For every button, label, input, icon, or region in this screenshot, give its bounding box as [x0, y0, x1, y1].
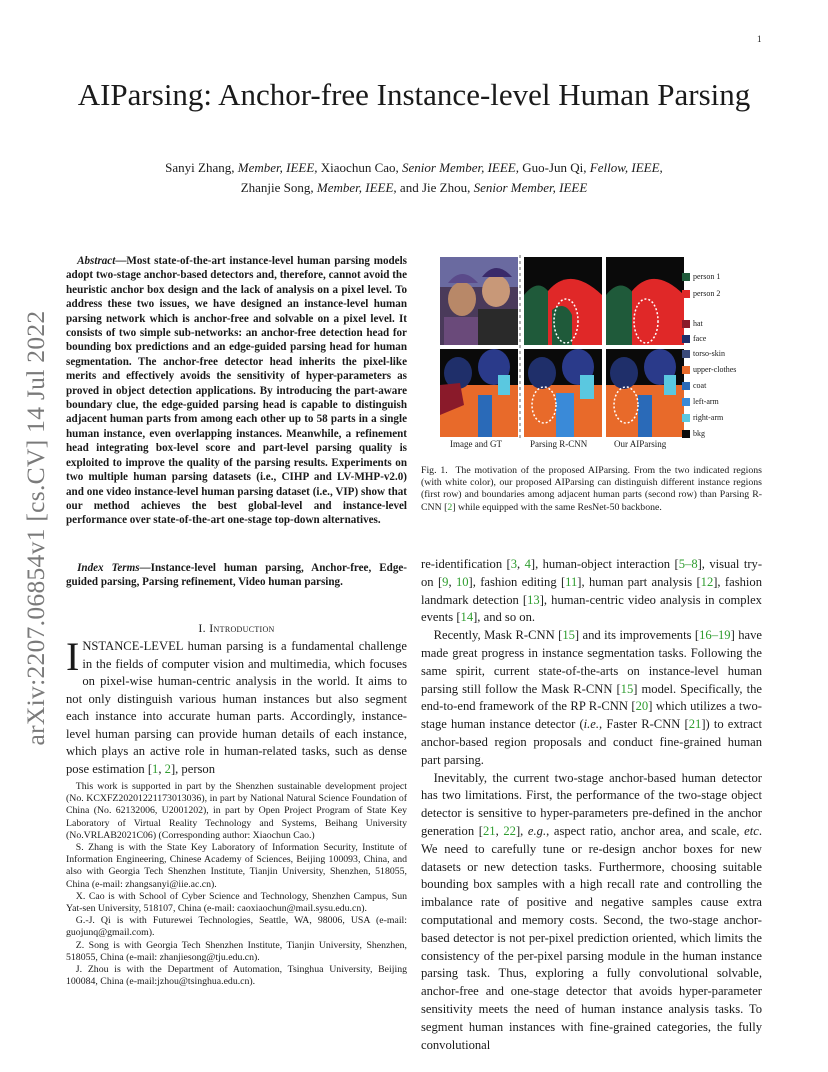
legend-item: face	[682, 334, 706, 343]
citation-link[interactable]: 3	[510, 557, 518, 571]
citation-link[interactable]: 22	[503, 823, 516, 838]
photo-panel	[440, 257, 518, 345]
intro-first-word: NSTANCE-LEVEL	[82, 639, 183, 653]
legend-item: bkg	[682, 429, 705, 438]
intro-text: human parsing is a fundamental challenge in the fields of computer vision and multimedia, which focuses on pixel-wise human-centric analysis in the world. It aims to not only distinguish various human instances but also segment each instance into accurate human parts. Accordingly, instance-level human parsing can provide human details of each instance, which plays an active role in human-related tasks, such as dense pose estimation [	[66, 639, 407, 776]
citation-link[interactable]: 10	[455, 574, 469, 589]
citation-link[interactable]: 5–8	[678, 557, 698, 571]
citation-link[interactable]: 20	[635, 699, 649, 714]
author-3: Guo-Jun Qi, Fellow, IEEE,	[522, 160, 663, 175]
figure-col-label: Our AIParsing	[614, 439, 667, 449]
footnote-affiliation: S. Zhang is with the State Key Laboratory of Information Security, Institute of Information Engineering, Chinese Academy of Sciences, Beijing 100093, China, and also with Georgia Tech Shenzhen Institute, Tianjin University, Shenzhen, 518055, China (e-mail: zhangsanyi@iie.ac.cn).	[66, 842, 407, 890]
legend-swatch	[682, 414, 690, 422]
footnote-affiliation: J. Zhou is with the Department of Automation, Tsinghua University, Beijing 100084, China (e-mail:jzhou@tsinghua.edu.cn).	[66, 964, 407, 988]
paper-title: AIParsing: Anchor-free Instance-level Human Parsing	[77, 77, 751, 112]
section-heading	[66, 621, 407, 636]
arxiv-id-text: arXiv:2207.06854v1 [cs.CV] 14 Jul 2022	[21, 310, 50, 746]
citation-link[interactable]: 2	[447, 501, 453, 513]
index-terms-text: —Instance-level human parsing, Anchor-free, Edge-guided parsing, Parsing refinement, Video human parsing.	[66, 562, 407, 589]
section-title: Introduction	[209, 621, 275, 635]
author-5: and Jie Zhou, Senior Member, IEEE	[399, 180, 588, 195]
citation-link[interactable]: 15	[620, 681, 634, 696]
citation-link[interactable]: 12	[700, 574, 714, 589]
legend-swatch	[682, 430, 690, 438]
figure-col-label: Parsing R-CNN	[530, 439, 588, 449]
rcnn-row1-panel	[524, 257, 602, 345]
footnote-funding: This work is supported in part by the Shenzhen sustainable development project (No. KCXFZ20201221173013036), in part by National Natural Science Foundation of China (No. 62132006, U2001202), in part by Open Project Program of State Key Laboratory of Virtual Reality Technology and Systems, Beihang University (No.VRLAB2021C06) (Corresponding author: Xiaochun Cao.)	[66, 781, 407, 841]
figure-1	[436, 255, 766, 455]
author-list	[100, 158, 728, 198]
legend-item: upper-clothes	[682, 365, 736, 374]
aiparsing-row2-panel	[606, 349, 684, 437]
citation-link[interactable]: 13	[527, 592, 540, 607]
rcnn-row2-panel	[524, 349, 602, 437]
citation-link[interactable]: 16–19	[699, 628, 731, 643]
legend-swatch	[682, 290, 690, 298]
footnote-affiliation: Z. Song is with Georgia Tech Shenzhen Institute, Tianjin University, Shenzhen, 518055, China (e-mail: zhanjiesong@tju.edu.cn).	[66, 939, 407, 963]
legend-item: left-arm	[682, 397, 719, 406]
dropcap: I	[66, 634, 80, 679]
figure-1-caption: Fig. 1. The motivation of the proposed AIParsing. From the two indicated regions (with white color), our proposed AIParsing can distinguish different instance regions (first row) and boundaries among adjacent human parts (second row) than Parsing R-CNN [2] while equipped with the same ResNet-50 backbone.	[421, 465, 762, 513]
citation-link[interactable]: 14	[460, 610, 474, 625]
paragraph: re-identification [3, 4], human-object interaction [5–8], visual try-on [9, 10], fashion editing [11], human part analysis [12], fashion landmark detection [13], human-centric video analysis in complex events [14], and so on.	[421, 557, 763, 625]
citation-link[interactable]: 1	[152, 761, 159, 776]
legend-swatch	[682, 273, 690, 281]
gt-row2-panel	[440, 349, 518, 437]
page-number: 1	[757, 34, 762, 44]
author-4: Zhanjie Song, Member, IEEE,	[240, 180, 397, 195]
citation-link[interactable]: 21	[482, 823, 496, 838]
section-number: I.	[198, 621, 206, 635]
figure-col-label: Image and GT	[450, 439, 502, 449]
legend-swatch	[682, 320, 690, 328]
citation-link[interactable]: 2	[164, 761, 171, 776]
abstract	[66, 254, 407, 528]
legend-item: person 1	[682, 272, 720, 281]
legend-swatch	[682, 366, 690, 374]
legend-swatch	[682, 350, 690, 358]
right-column-text	[421, 556, 762, 1054]
legend-item: torso-skin	[682, 349, 725, 358]
caption-label: Fig. 1.	[421, 465, 448, 476]
citation-link[interactable]: 9	[442, 574, 449, 589]
legend-item: coat	[682, 381, 706, 390]
figure-1-image-grid	[440, 255, 686, 439]
footnotes	[66, 781, 407, 988]
author-1: Sanyi Zhang, Member, IEEE,	[165, 160, 318, 175]
legend-swatch	[682, 398, 690, 406]
intro-paragraph: INSTANCE-LEVEL human parsing is a fundamental challenge in the fields of computer vision and multimedia, which focuses on pixel-wise human-centric analysis in the world. It aims to not only distinguish various human instances but also segment each instance into accurate human parts. Accordingly, instance-level human parsing can provide human details of each instance, which plays an active role in human-related tasks, such as dense pose estimation [1, 2], person	[66, 634, 407, 776]
legend-swatch	[682, 382, 690, 390]
author-2: Xiaochun Cao, Senior Member, IEEE,	[320, 160, 519, 175]
citation-link[interactable]: 4	[524, 557, 531, 571]
legend-swatch	[682, 335, 690, 343]
citation-link[interactable]: 11	[565, 574, 578, 589]
legend-item: person 2	[682, 289, 720, 298]
paragraph: Recently, Mask R-CNN [15] and its improvements [16–19] have made great progress in instance segmentation tasks. Following the same spirit, current state-of-the-arts on instance-level human parsing still follow the Mask R-CNN [15] model. Specifically, the end-to-end framework of the RP R-CNN [20] which utilizes a two-stage human instance detector (i.e., Faster R-CNN [21]) to extract anchor-based region proposals and conduct fine-grained human part parsing.	[421, 628, 762, 767]
abstract-label: Abstract	[77, 255, 116, 267]
citation-link[interactable]: 21	[688, 717, 702, 732]
abstract-text: —Most state-of-the-art instance-level human parsing models adopt two-stage anchor-based detectors and, therefore, cannot avoid the heuristic anchor box design and the lack of analysis on a pixel level. To address these two issues, we have designed an instance-level human parsing network which is anchor-free and solvable on a pixel level. It consists of two simple sub-networks: an anchor-free detection head for bounding box predictions and an edge-guided parsing head for human segmentation. The anchor-free detector head inherits the pixel-like merits and effectively avoids the sensitivity of hyper-parameters as proved in object detection applications. By introducing the part-aware boundary clue, the edge-guided parsing head is capable to distinguish adjacent human parts from among each other up to 58 parts in a single human instance, even overlapping instances. Meanwhile, a refinement head integrating box-level score and part-level parsing quality is exploited to improve the quality of the parsing results. Experiments on two multiple human parsing datasets (i.e., CIHP and LV-MHP-v2.0) and one video instance-level human parsing dataset (i.e., VIP) show that our method achieves the best global-level and instance-level performance over state-of-the-art one-stage top-down alternatives.	[66, 255, 407, 527]
aiparsing-row1-panel	[606, 257, 684, 345]
index-terms	[66, 561, 407, 590]
legend-item: hat	[682, 319, 703, 328]
legend-item: right-arm	[682, 413, 723, 422]
index-terms-label: Index Terms	[77, 562, 140, 574]
footnote-affiliation: G.-J. Qi is with Futurewei Technologies, Seattle, WA, 98006, USA (e-mail: guojunq@gmail.com).	[66, 915, 407, 939]
paragraph: Inevitably, the current two-stage anchor-based human detector has two limitations. First, the performance of the two-stage object detector is sensitive to hyper-parameters pre-defined in the anchor generation [21, 22], e.g., aspect ratio, anchor area, and scale, etc. We need to carefully tune or re-design anchor boxes for new datasets or new detection tasks. Furthermore, choosing suitable bounding box samples with a high recall rate and controlling the imbalance rate of positive and negative samples cause extra computational and memory costs. Second, the two-stage anchor-based detector is not per-pixel prediction oriented, which limits the consistency of the per-pixel parsing module in the human instance parsing task. Thus, exploring a fully convolutional solvable, anchor-free and one-stage detector that avoids hyper-parameter sensitivity meets the need of human instance analysis tasks. To segment human instances with fine-grained categories, the fully convolutional	[421, 770, 762, 1052]
footnote-affiliation: X. Cao is with School of Cyber Science and Technology, Shenzhen Campus, Sun Yat-sen University, 518107, China (e-mail: caoxiaochun@mail.sysu.edu.cn).	[66, 890, 407, 915]
citation-link[interactable]: 15	[562, 628, 575, 643]
